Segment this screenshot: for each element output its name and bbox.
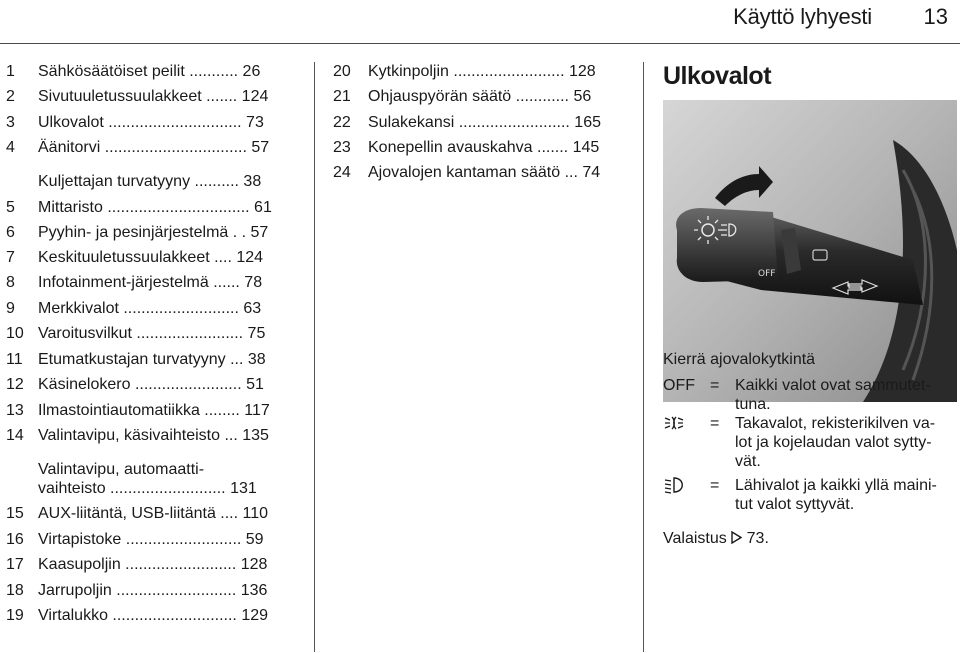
page-reference-arrow-icon [731,529,742,548]
def-description: Lähivalot ja kaikki yllä maini- tut valot syttyvät. [735,477,937,513]
sidelight-icon [663,414,685,437]
def-term-off: OFF [663,377,695,394]
def-description: Takavalot, rekisterikilven va- lot ja kojelaudan valot sytty- vät. [735,415,936,470]
column-divider [314,62,315,652]
def-description: Kaikki valot ovat sammutet- tuna. [735,377,931,413]
column-divider [643,62,644,652]
off-label: OFF [758,269,776,279]
low-beam-icon [663,476,685,499]
reference-page[interactable]: 73. [746,530,769,547]
section-title: Ulkovalot [663,62,772,90]
def-equals: = [710,377,720,394]
header-title: Käyttö lyhyesti [733,4,872,29]
page-number: 13 [923,4,948,29]
header-rule [0,43,960,44]
instruction-text: Kierrä ajovalokytkintä [663,351,816,368]
def-equals: = [710,477,720,494]
page-header [0,0,960,44]
reference-label: Valaistus [663,530,727,547]
def-equals: = [710,415,720,432]
reference-line [663,529,769,548]
